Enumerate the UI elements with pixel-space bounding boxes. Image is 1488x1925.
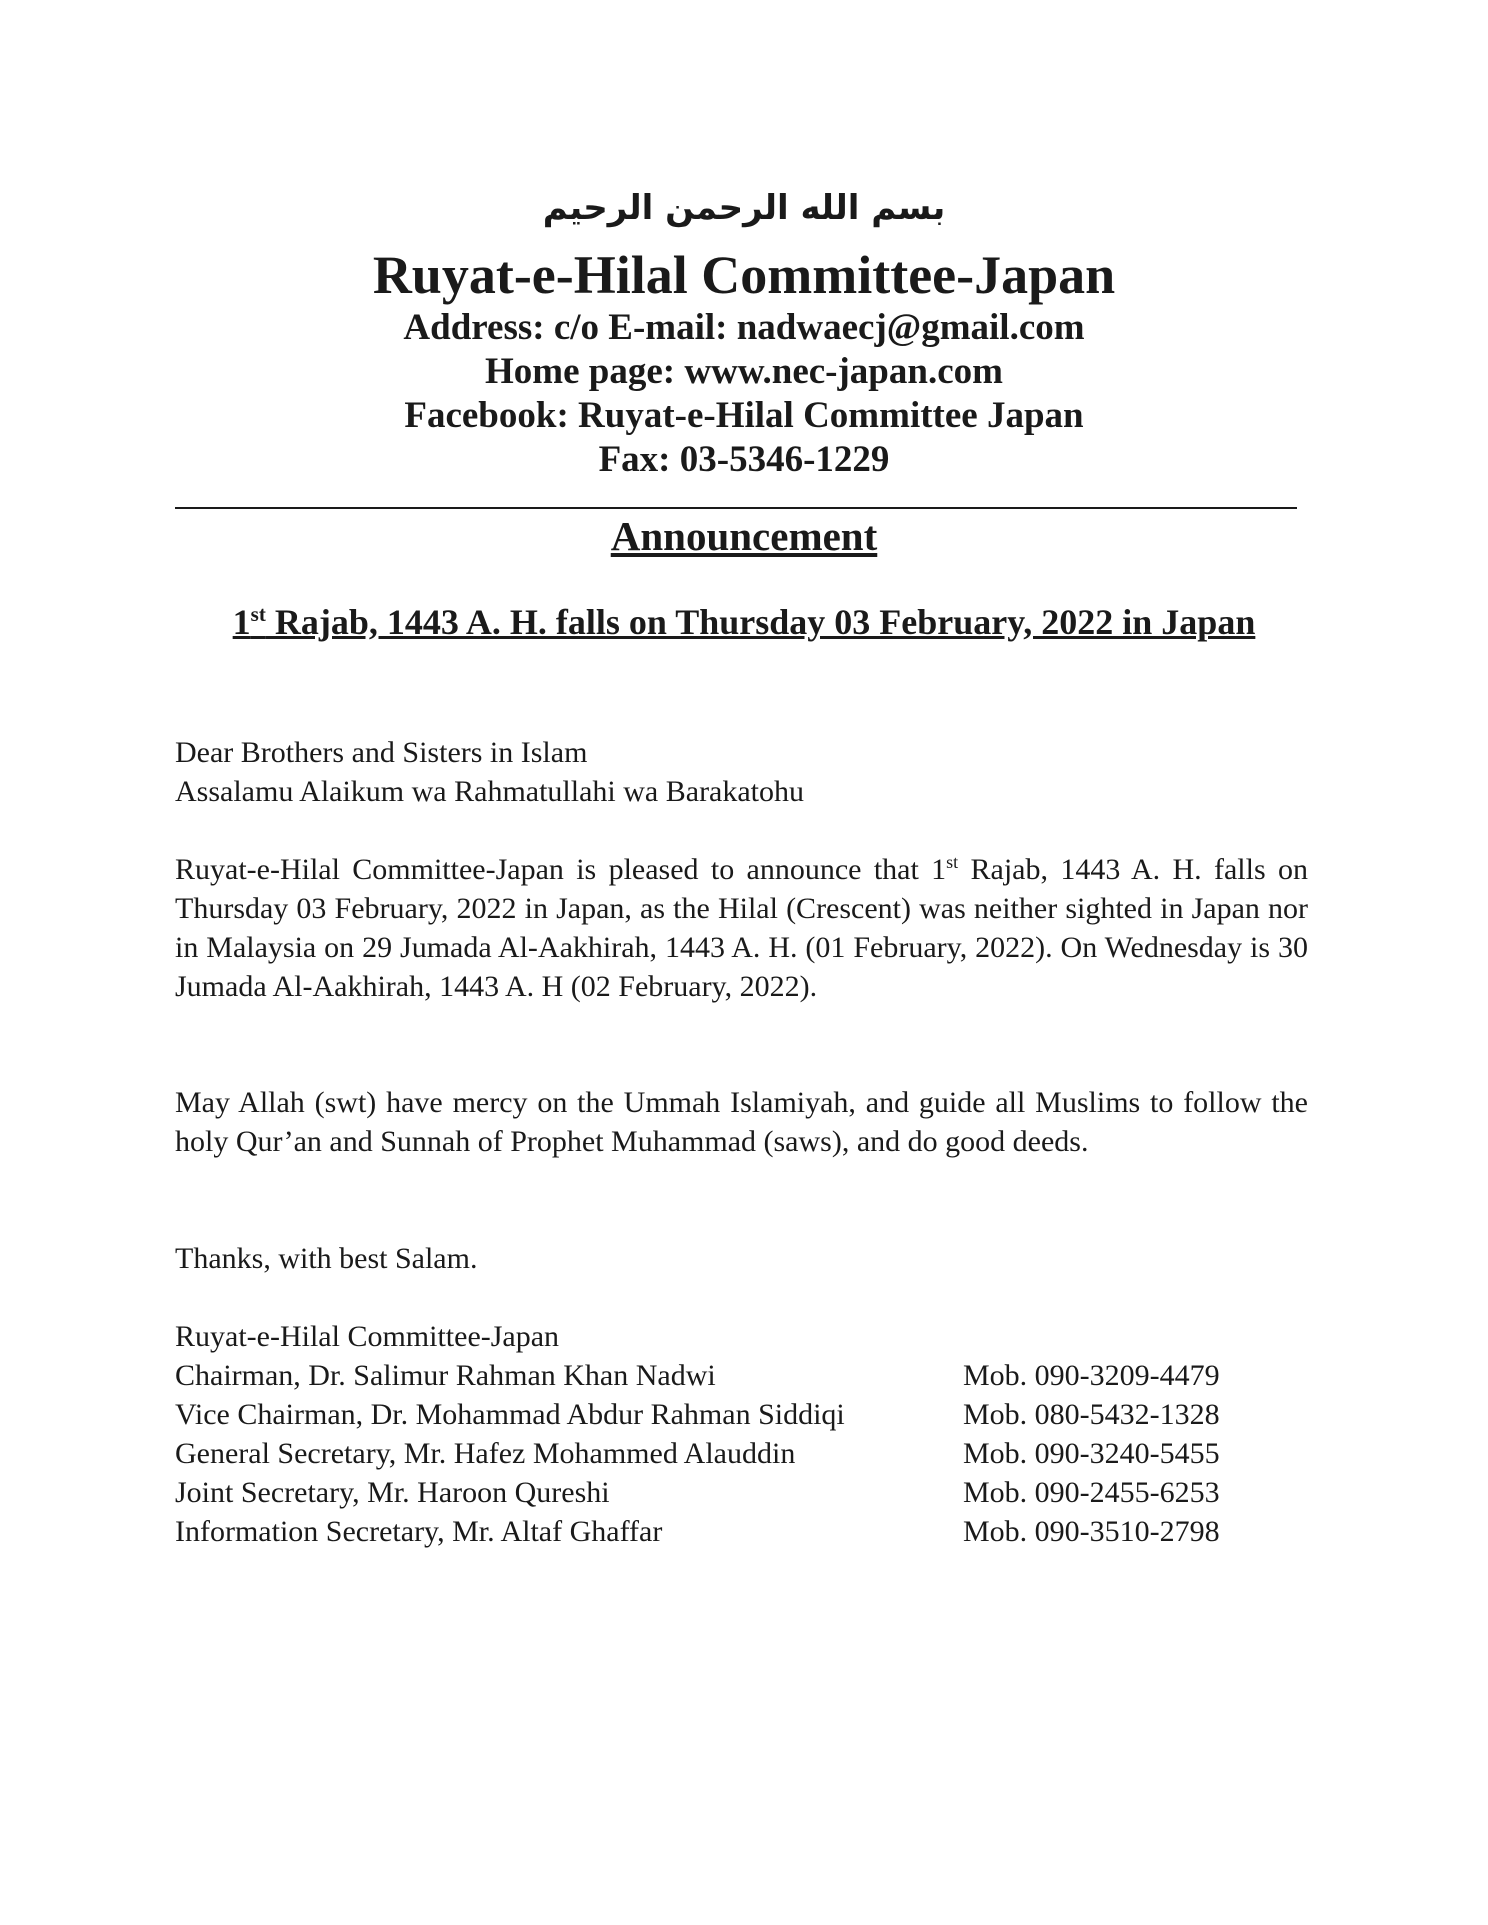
paragraph-text-start: Ruyat-e-Hilal Committee-Japan is pleased to announce that 1 — [175, 853, 947, 886]
signatory-row — [175, 1395, 1308, 1434]
homepage-line: Home page: www.nec-japan.com — [485, 351, 1003, 392]
date-heading-ordinal: st — [250, 602, 266, 626]
signatory-name: Chairman, Dr. Salimur Rahman Khan Nadwi — [175, 1359, 716, 1392]
date-heading-text: Rajab, 1443 A. H. falls on Thursday 03 February, 2022 in Japan — [265, 602, 1256, 642]
announcement-paragraph — [175, 850, 1308, 1006]
signatory-row — [175, 1512, 1308, 1551]
greeting-line-2: Assalamu Alaikum wa Rahmatullahi wa Barakatohu — [175, 775, 805, 808]
date-heading-number: 1 — [232, 602, 251, 642]
signatory-name: Vice Chairman, Dr. Mohammad Abdur Rahman Siddiqi — [175, 1398, 845, 1431]
signatory-row — [175, 1434, 1308, 1473]
signatory-mobile: Mob. 090-2455-6253 — [963, 1476, 1220, 1509]
signatory-mobile: Mob. 090-3209-4479 — [963, 1359, 1220, 1392]
signatory-row — [175, 1473, 1308, 1512]
prayer-paragraph: May Allah (swt) have mercy on the Ummah Islamiyah, and guide all Muslims to follow the holy Qur’an and Sunnah of Prophet Muhammad (saws), and do good deeds. — [175, 1086, 1308, 1158]
signatory-name: Joint Secretary, Mr. Haroon Qureshi — [175, 1476, 610, 1509]
signatory-mobile: Mob. 090-3240-5455 — [963, 1437, 1220, 1470]
header-divider — [175, 507, 1297, 509]
signatory-row — [175, 1356, 1308, 1395]
thanks-line: Thanks, with best Salam. — [175, 1242, 478, 1275]
greeting-line-1: Dear Brothers and Sisters in Islam — [175, 736, 588, 769]
announcement-date-heading — [0, 601, 1488, 643]
paragraph-ordinal: st — [946, 852, 959, 872]
facebook-line: Facebook: Ruyat-e-Hilal Committee Japan — [404, 395, 1084, 436]
paragraph-text-rest: Rajab, 1443 A. H. falls on Thursday 03 February, 2022 in Japan, as the Hilal (Crescent) was neither sighted in Japan nor in Malaysia on 29 Jumada Al-Aakhirah, 1443 A. H. (01 February, 2022). On Wednesday is 30 Jumada Al-Aakhirah, 1443 A. H (02 February, 2022). — [175, 853, 1308, 1003]
committee-signature: Ruyat-e-Hilal Committee-Japan — [175, 1320, 560, 1353]
signatory-name: General Secretary, Mr. Hafez Mohammed Alauddin — [175, 1437, 796, 1470]
organization-title: Ruyat-e-Hilal Committee-Japan — [372, 245, 1116, 305]
signatory-mobile: Mob. 090-3510-2798 — [963, 1515, 1220, 1548]
signatory-mobile: Mob. 080-5432-1328 — [963, 1398, 1220, 1431]
fax-line: Fax: 03-5346-1229 — [598, 439, 890, 480]
address-line: Address: c/o E-mail: nadwaecj@gmail.com — [403, 307, 1085, 348]
bismillah-heading: بسم الله الرحمن الرحيم — [542, 188, 946, 228]
signatory-name: Information Secretary, Mr. Altaf Ghaffar — [175, 1515, 663, 1548]
announcement-heading: Announcement — [610, 513, 878, 559]
